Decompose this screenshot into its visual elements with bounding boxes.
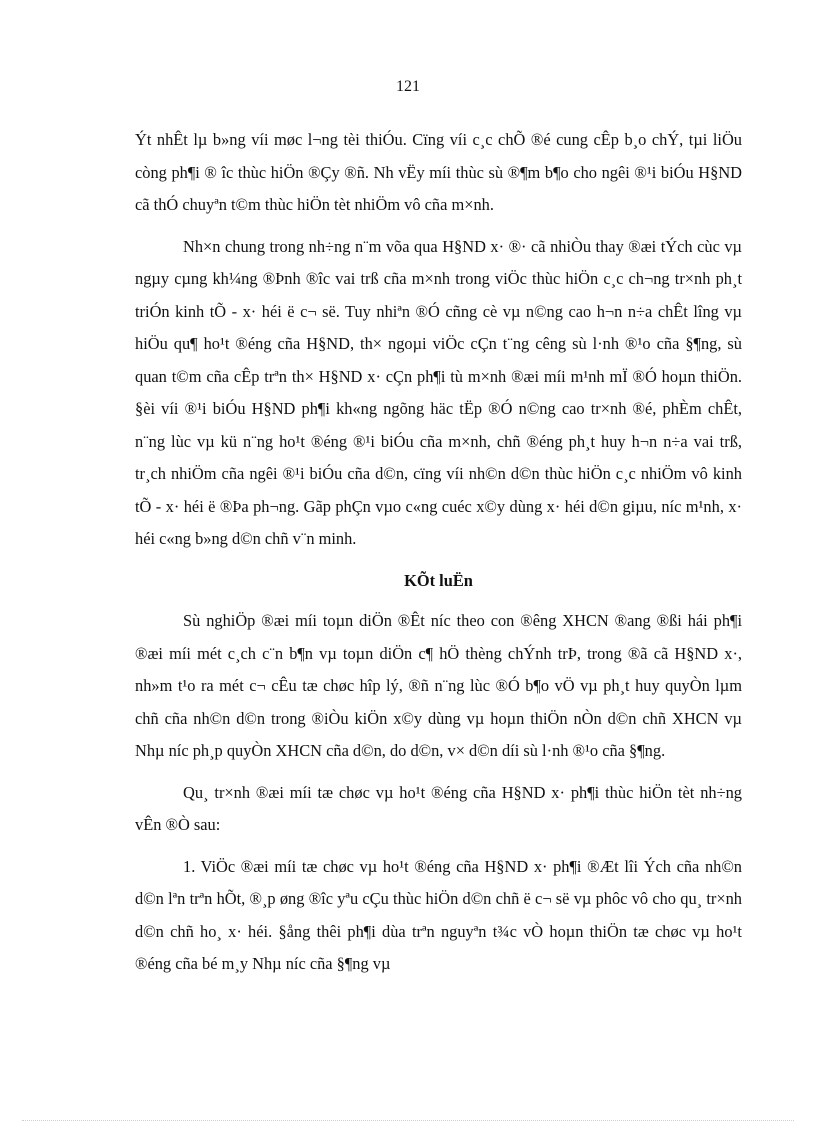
page-number: 121 [396,78,420,95]
paragraph-2: Nh×n chung trong nh÷ng n¨m võa qua H§ND x· ®· cã nhiÒu thay ®æi tÝch cùc vµ ngµy cµng kh¼ng ®Þnh ®îc vai trß cña m×nh trong viÖc thùc hiÖn c¸c ch¬ng tr×nh ph¸t triÓn kinh tÕ - x· héi ë c¬ së. Tuy nhiªn ®Ó cñng cè vµ n©ng cao h¬n n÷a chÊt lîng vµ hiÖu qu¶ ho¹t ®éng cña H§ND, th× ngoµi viÖc cÇn t¨ng cêng sù l·nh ®¹o cña §¶ng, sù quan t©m cña cÊp trªn th× H§ND x· cÇn ph¶i tù m×nh ®æi míi m¹nh mÏ ®Ó hoµn thiÖn. §èi víi ®¹i biÓu H§ND ph¶i kh«ng ngõng häc tËp ®Ó n©ng cao tr×nh ®é, phÈm chÊt, n¨ng lùc vµ kü n¨ng ho¹t ®éng ®¹i biÓu cña m×nh, chñ ®éng ph¸t huy h¬n n÷a vai trß, tr¸ch nhiÖm cña ngêi ®¹i biÓu cña d©n, cïng víi nh©n d©n thùc hiÖn c¸c nhiÖm vô kinh tÕ - x· héi ë ®Þa ph¬ng. Gãp phÇn vµo c«ng cuéc x©y dùng x· héi d©n giµu, níc m¹nh, x· héi c«ng b»ng d©n chñ v¨n minh. [135,236,742,548]
section-heading: KÕt luËn [404,570,473,590]
document-body [135,124,742,990]
page-bottom-divider [22,1120,794,1121]
paragraph-5: 1. ViÖc ®æi míi tæ chøc vµ ho¹t ®éng cña H§ND x· ph¶i ®Æt lîi Ých cña nh©n d©n lªn trªn hÕt, ®¸p øng ®îc yªu cÇu thùc hiÖn d©n chñ ë c¬ së vµ phôc vô cho qu¸ tr×nh d©n chñ ho¸ x· héi. §ång thêi ph¶i dùa trªn nguyªn t¾c vÒ hoµn thiÖn tæ chøc vµ ho¹t ®éng cña bé m¸y Nhµ níc cña §¶ng vµ [135,856,742,973]
paragraph-3: Sù nghiÖp ®æi míi toµn diÖn ®Êt níc theo con ®êng XHCN ®ang ®ßi hái ph¶i ®æi míi mét c¸ch c¨n b¶n vµ toµn diÖn c¶ hÖ thèng chÝnh trÞ, trong ®ã cã H§ND x·, nh»m t¹o ra mét c¬ cÊu tæ chøc hîp lý, ®ñ n¨ng lùc ®Ó b¶o vÖ vµ ph¸t huy quyÒn lµm chñ cña nh©n d©n trong ®iÒu kiÖn x©y dùng vµ hoµn thiÖn nÒn d©n chñ XHCN vµ Nhµ níc ph¸p quyÒn XHCN cña d©n, do d©n, v× d©n díi sù l·nh ®¹o cña §¶ng. [135,611,742,760]
paragraph-1: Ýt nhÊt lµ b»ng víi møc l¬ng tèi thiÓu. Cïng víi c¸c chÕ ®é cung cÊp b¸o chÝ, tµi liÖu còng ph¶i ® îc thùc hiÖn ®Çy ®ñ. Nh vËy míi thùc sù ®¶m b¶o cho ngêi ®¹i biÓu H§ND cã thÓ chuyªn t©m thùc hiÖn tèt nhiÖm vô cña m×nh. [135,130,742,214]
paragraph-4: Qu¸ tr×nh ®æi míi tæ chøc vµ ho¹t ®éng cña H§ND x· ph¶i thùc hiÖn tèt nh÷ng vÊn ®Ò sau: [135,782,742,834]
